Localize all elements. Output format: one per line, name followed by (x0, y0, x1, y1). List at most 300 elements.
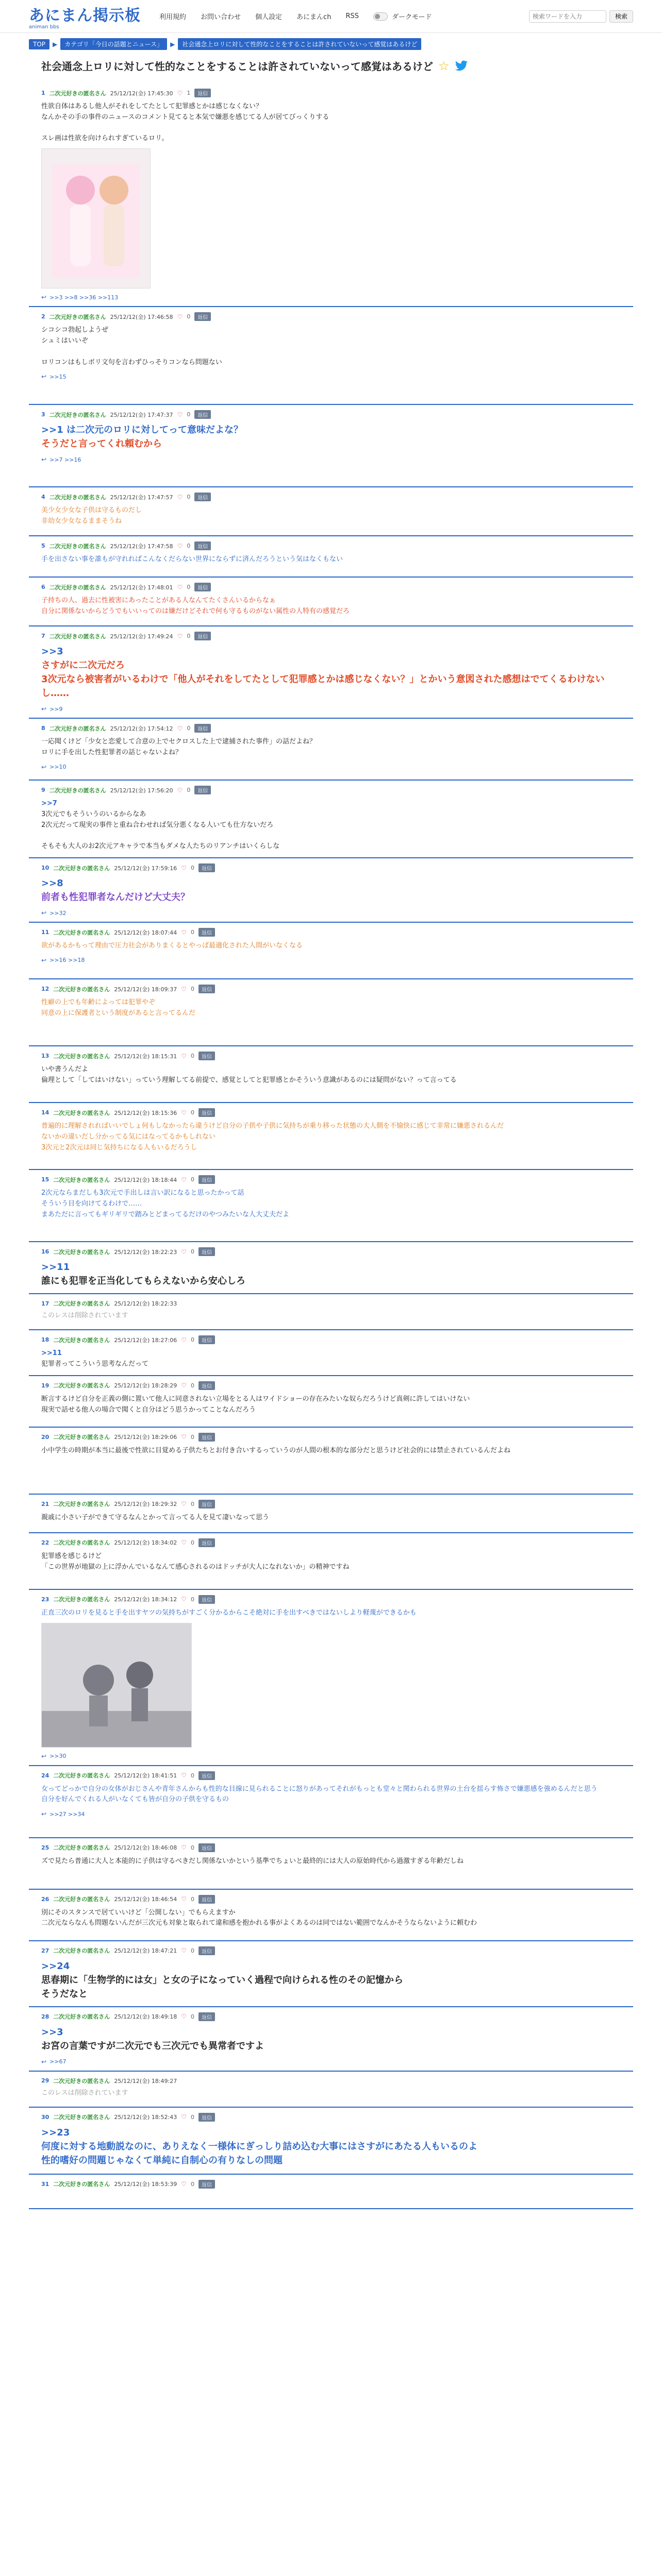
post-number[interactable]: 5 (41, 543, 45, 550)
post-header (41, 2180, 625, 2189)
post (29, 83, 633, 307)
reply-button[interactable]: 返信 (198, 1247, 215, 1256)
post-author-name: 二次元好きの匿名さん (53, 1109, 110, 1116)
reply-button[interactable]: 返信 (198, 1335, 215, 1344)
post-replies (41, 909, 625, 917)
post-line: 一応聞くけど「少女と恋愛して合意の上でセクロスした上で逮捕された事件」の話だよね？ (41, 738, 317, 746)
reply-button[interactable]: 返信 (194, 632, 211, 640)
post (29, 781, 633, 858)
post-timestamp: 25/12/12(金) 18:53:39 (114, 2181, 177, 2188)
post-body (41, 2193, 625, 2204)
post-author-name: 二次元好きの匿名さん (49, 584, 106, 591)
post-line[interactable]: >>24 (41, 1960, 70, 1972)
reply-button[interactable]: 返信 (194, 583, 211, 591)
like-count: 0 (190, 929, 194, 936)
reply-button[interactable]: 返信 (194, 724, 211, 733)
post-line: シュミはいいぞ (41, 336, 88, 345)
post-image[interactable] (41, 148, 151, 289)
post-number[interactable]: 9 (41, 787, 45, 794)
site-logo[interactable] (29, 3, 141, 30)
post-number[interactable]: 11 (41, 929, 49, 936)
post (29, 1590, 633, 1766)
post (29, 979, 633, 1046)
post-number[interactable]: 14 (41, 1109, 49, 1116)
heart-icon[interactable]: ♡ (181, 985, 187, 993)
nav-animanch[interactable]: あにまんch (296, 13, 332, 21)
reply-links[interactable]: >>7 >>16 (49, 456, 81, 463)
post-timestamp: 25/12/12(金) 18:34:12 (114, 1596, 177, 1603)
like-count: 0 (190, 865, 194, 872)
post-line[interactable]: >>23 (41, 2127, 70, 2138)
post-replies (41, 373, 625, 380)
reply-arrow-icon: ↩ (41, 763, 47, 771)
like-count: 0 (190, 1596, 194, 1603)
post-header (41, 1895, 625, 1904)
post-timestamp: 25/12/12(金) 17:47:57 (110, 494, 173, 501)
post-header (41, 928, 625, 937)
post-line (41, 347, 625, 358)
post-timestamp: 25/12/12(金) 17:47:37 (110, 411, 173, 418)
twitter-bird-icon[interactable] (455, 60, 468, 72)
post-header (41, 1052, 625, 1060)
heart-icon[interactable]: ♡ (181, 1947, 187, 1955)
post (29, 578, 633, 626)
reply-arrow-icon: ↩ (41, 456, 47, 464)
reply-links[interactable]: >>15 (49, 373, 67, 380)
post (29, 1242, 633, 1294)
post-line: 自分に関係ないからどうでもいいってのは嫌だけどそれで何も守るものがない属性の人特有の感覚だろ (41, 607, 350, 615)
post-line: 何度に対する地動説なのに、ありえなく一様体にぎっしり詰め込む大事にはさすがにあたる人もいるのよ (41, 2141, 477, 2152)
like-count: 0 (190, 1844, 194, 1851)
reply-button[interactable]: 返信 (194, 312, 211, 321)
heart-icon[interactable]: ♡ (181, 1248, 187, 1256)
post (29, 2007, 633, 2072)
post-author-name: 二次元好きの匿名さん (53, 1336, 110, 1344)
heart-icon[interactable]: ♡ (177, 313, 183, 320)
post-line[interactable]: >>11 (41, 1262, 70, 1273)
heart-icon[interactable]: ♡ (177, 411, 183, 418)
heart-icon[interactable]: ♡ (177, 724, 183, 732)
like-count: 0 (190, 986, 194, 993)
post-line: ロリに手を出した性犯罪者の話じゃないよね？ (41, 748, 183, 756)
post-timestamp: 25/12/12(金) 18:29:06 (114, 1434, 177, 1441)
post-body (41, 1959, 625, 2001)
post-line: 小中学生の時期が本当に最後で性欲に目覚める子供たちとお付き合いするっていうのが人間の根本的な部分だと思うけど社会的には禁止されているんだよね (41, 1446, 511, 1454)
post-author-name: 二次元好きの匿名さん (53, 1844, 110, 1852)
post-timestamp: 25/12/12(金) 18:15:31 (114, 1053, 177, 1060)
post-line: 思春期に「生物学的には女」と女の子になっていく過程で向けられる性のその記憶から (41, 1974, 403, 1986)
post-number[interactable]: 4 (41, 494, 45, 501)
post-timestamp: 25/12/12(金) 18:15:36 (114, 1109, 177, 1116)
post-line: 3次元でもそういうのいるからなあ (41, 810, 146, 818)
post-line: このレスは削除されています (41, 1312, 128, 1320)
post (29, 1838, 633, 1890)
reply-arrow-icon: ↩ (41, 1752, 47, 1760)
post-header (41, 541, 625, 550)
post-author-name: 二次元好きの匿名さん (53, 1382, 110, 1389)
post-body (41, 1188, 625, 1220)
reply-button[interactable]: 返信 (198, 1595, 215, 1604)
post-number[interactable]: 29 (41, 2077, 49, 2084)
post-number[interactable]: 8 (41, 725, 45, 732)
chevron-right-icon: ▶ (53, 40, 58, 48)
post-timestamp: 25/12/12(金) 17:56:20 (110, 787, 173, 794)
heart-icon[interactable]: ♡ (181, 1336, 187, 1344)
heart-icon[interactable]: ♡ (181, 2013, 187, 2021)
post-header (41, 863, 625, 872)
post (29, 1533, 633, 1590)
reply-links[interactable]: >>9 (49, 705, 63, 713)
header-nav (159, 11, 529, 21)
post-body (41, 554, 625, 565)
post-line: ズで見たら普通に大人と本能的に子供は守るべきだし関係ないかという基準でちょいと最終的には大人の原始時代から過激すぎる年齢だしね (41, 1857, 464, 1865)
post-author-name: 二次元好きの匿名さん (49, 787, 106, 794)
post-number[interactable]: 3 (41, 411, 45, 418)
reply-arrow-icon: ↩ (41, 2058, 47, 2065)
post-number[interactable]: 26 (41, 1895, 49, 1903)
like-count: 0 (190, 1176, 194, 1183)
post-timestamp: 25/12/12(金) 17:46:58 (110, 313, 173, 320)
like-count: 0 (190, 2113, 194, 2121)
reply-button[interactable]: 返信 (198, 928, 215, 937)
heart-icon[interactable]: ♡ (181, 1052, 187, 1060)
post-author-name: 二次元好きの匿名さん (53, 1248, 110, 1256)
post (29, 1890, 633, 1941)
like-count: 0 (187, 543, 191, 550)
post-number[interactable]: 19 (41, 1382, 49, 1389)
reply-links[interactable]: >>67 (49, 2058, 67, 2065)
post-number[interactable]: 28 (41, 2013, 49, 2020)
post-header (41, 1500, 625, 1509)
reply-button[interactable]: 返信 (198, 1771, 215, 1780)
reply-button[interactable]: 返信 (194, 493, 211, 501)
reply-arrow-icon: ↩ (41, 956, 47, 964)
post-header (41, 410, 625, 419)
reply-button[interactable]: 返信 (198, 2180, 215, 2189)
page-title: 社会通念上ロリに対して性的なことをすることは許されていないって感覚はあるけど (41, 60, 433, 73)
post-timestamp: 25/12/12(金) 18:34:02 (114, 1539, 177, 1547)
post-number[interactable]: 27 (41, 1947, 49, 1954)
post-line[interactable]: >>7 (41, 800, 57, 808)
breadcrumb-thread[interactable]: 社会通念上ロリに対して性的なことをすることは許されていないって感覚はあるけど (178, 38, 421, 50)
like-count: 0 (190, 1433, 194, 1440)
reply-button[interactable]: 返信 (198, 1538, 215, 1547)
post-author-name: 二次元好きの匿名さん (49, 725, 106, 732)
nav-terms[interactable]: 利用規約 (159, 13, 187, 21)
post-image[interactable] (41, 1623, 192, 1748)
post-author-name: 二次元好きの匿名さん (53, 1434, 110, 1441)
logo-subtitle: animan bbs (29, 24, 59, 30)
post (29, 487, 633, 536)
post-number[interactable]: 25 (41, 1844, 49, 1851)
heart-icon[interactable]: ♡ (181, 1176, 187, 1183)
post-body (41, 1064, 625, 1086)
post (29, 1428, 633, 1495)
like-count: 0 (187, 494, 191, 501)
post-timestamp: 25/12/12(金) 18:27:06 (114, 1336, 177, 1344)
post-number[interactable]: 15 (41, 1176, 49, 1183)
heart-icon[interactable]: ♡ (181, 1895, 187, 1903)
post-number[interactable]: 1 (41, 90, 45, 96)
dark-mode-toggle[interactable] (373, 11, 432, 21)
post-timestamp: 25/12/12(金) 17:54:12 (110, 725, 173, 732)
heart-icon[interactable]: ♡ (177, 583, 183, 591)
post-number[interactable]: 6 (41, 584, 45, 591)
heart-icon[interactable]: ♡ (177, 89, 183, 97)
post-header (41, 89, 625, 97)
post-line: 自分を好んでくれる人がいなくても皆が自分の子供を守るもの (41, 1795, 229, 1804)
reply-button[interactable]: 返信 (194, 541, 211, 550)
post-replies (41, 705, 625, 713)
post (29, 1170, 633, 1242)
post-replies (41, 294, 625, 301)
post-body (41, 2126, 625, 2167)
post-line[interactable]: >>11 (41, 1349, 62, 1358)
post-author-name: 二次元好きの匿名さん (53, 1596, 110, 1603)
reply-button[interactable]: 返信 (198, 2012, 215, 2021)
toggle-switch-icon[interactable] (373, 12, 388, 21)
post-timestamp: 25/12/12(金) 18:09:37 (114, 986, 177, 993)
post-author-name: 二次元好きの匿名さん (53, 1947, 110, 1955)
post-number[interactable]: 22 (41, 1539, 49, 1546)
post-number[interactable]: 20 (41, 1433, 49, 1440)
reply-links[interactable]: >>27 >>34 (49, 1810, 85, 1818)
post-timestamp: 25/12/12(金) 17:45:30 (110, 90, 173, 97)
heart-icon[interactable]: ♡ (177, 493, 183, 501)
reply-links[interactable]: >>32 (49, 909, 67, 917)
post-header (41, 1946, 625, 1955)
post-line (41, 2193, 625, 2204)
reply-links[interactable]: >>10 (49, 764, 67, 771)
post-number[interactable]: 31 (41, 2180, 49, 2188)
post-line: このレスは削除されています (41, 2089, 128, 2097)
nav-settings[interactable]: 個人設定 (255, 13, 283, 21)
post-body (41, 1513, 625, 1523)
post-line (41, 123, 625, 134)
post-header (41, 493, 625, 501)
post-number[interactable]: 16 (41, 1248, 49, 1256)
post-author-name: 二次元好きの匿名さん (53, 865, 110, 872)
post (29, 1330, 633, 1376)
post-author-name: 二次元好きの匿名さん (49, 494, 106, 501)
post-line: 現実で話せる他人の場合で聞くと自分はどう思うかってことなんだろう (41, 1405, 256, 1414)
post-body (41, 1348, 625, 1370)
post (29, 1766, 633, 1838)
post-line: シコシコ勃起しようぜ (41, 326, 109, 334)
post-number[interactable]: 10 (41, 865, 49, 872)
reply-arrow-icon: ↩ (41, 1810, 47, 1818)
post-number[interactable]: 24 (41, 1772, 49, 1779)
post-replies (41, 1753, 625, 1760)
post-number[interactable]: 23 (41, 1596, 49, 1603)
reply-button[interactable]: 返信 (198, 1052, 215, 1060)
post-header (41, 1538, 625, 1547)
post-line: いや書うんだよ (41, 1065, 89, 1074)
post-number[interactable]: 30 (41, 2113, 49, 2121)
post-line: 性欲自体はあるし他人がそれをしてたとして犯罪感とかは感じなくない？ (41, 103, 263, 110)
nav-rss[interactable]: RSS (345, 12, 359, 20)
post-author-name: 二次元好きの匿名さん (49, 543, 106, 550)
heart-icon[interactable]: ♡ (181, 1433, 187, 1441)
post-body (41, 1856, 625, 1867)
post (29, 2175, 633, 2210)
like-count: 1 (187, 90, 191, 96)
post-line: 2次元ならまだしも3次元で手出しは言い訳になると思ったかって話 (41, 1189, 244, 1197)
post-line: 誰にも犯罪を正当化してもらえないから安心しろ (41, 1276, 245, 1287)
reply-button[interactable]: 返信 (198, 1108, 215, 1117)
post-timestamp: 25/12/12(金) 18:29:32 (114, 1501, 177, 1508)
reply-button[interactable]: 返信 (194, 786, 211, 794)
post-timestamp: 25/12/12(金) 17:49:24 (110, 633, 173, 640)
post-header (41, 2077, 625, 2085)
reply-button[interactable]: 返信 (198, 1433, 215, 1442)
reply-button[interactable]: 返信 (198, 1946, 215, 1955)
heart-icon[interactable]: ♡ (181, 2180, 187, 2188)
reply-button[interactable]: 返信 (198, 1843, 215, 1852)
post-body (41, 737, 625, 758)
post-timestamp: 25/12/12(金) 18:49:27 (114, 2077, 177, 2084)
post-line: 「この世界が地獄の上に浮かんでいるなんて感心されるのはドッチが大人になれないか」の精神ですね (41, 1563, 350, 1571)
post-replies (41, 456, 625, 463)
heart-icon[interactable]: ♡ (181, 1109, 187, 1116)
post-replies (41, 957, 625, 964)
post-line: さすがに二次元だろ (41, 660, 125, 671)
post-line[interactable]: >>1 は二次元のロリに対してって意味だよな？ (41, 425, 243, 436)
post-number[interactable]: 12 (41, 986, 49, 993)
heart-icon[interactable]: ♡ (177, 786, 183, 794)
post-author-name: 二次元好きの匿名さん (53, 1176, 110, 1183)
heart-icon[interactable]: ♡ (181, 928, 187, 936)
post-header (41, 2113, 625, 2122)
like-count: 0 (187, 725, 191, 732)
post (29, 1103, 633, 1170)
search-area (529, 10, 633, 23)
nav-contact[interactable]: お問い合わせ (201, 13, 241, 21)
post-header (41, 1108, 625, 1117)
post-line: お宮の言葉ですが二次元でも三次元でも異常者ですよ (41, 2040, 264, 2052)
post-body (41, 645, 625, 700)
reply-links[interactable]: >>3 >>8 >>36 >>113 (49, 294, 119, 301)
post-line[interactable]: >>3 (41, 2026, 63, 2038)
post-line: 犯罪感を感じるけど (41, 1552, 102, 1560)
like-count: 0 (190, 1053, 194, 1060)
post-line: 子持ちの人、過去に性被害にあったことがある人なんてたくさんいるからなぁ (41, 597, 276, 605)
post-line: 同意の上に保護者という制度があると言ってるんだ (41, 1009, 196, 1017)
heart-icon[interactable]: ♡ (181, 1844, 187, 1852)
post-body (41, 1121, 625, 1153)
post-author-name: 二次元好きの匿名さん (53, 1772, 110, 1780)
post-line: 犯罪者ってこういう思考なんだって (41, 1360, 149, 1368)
reply-button[interactable]: 返信 (194, 89, 211, 97)
post-author-name: 二次元好きの匿名さん (53, 2114, 110, 2121)
heart-icon[interactable]: ♡ (181, 1596, 187, 1603)
post-author-name: 二次元好きの匿名さん (53, 1539, 110, 1547)
like-count: 0 (187, 787, 191, 794)
post-line: まあただに言ってもギリギリで踏みとどまってるだけのやつみたいな人大丈夫だよ (41, 1210, 290, 1218)
breadcrumb-top[interactable]: TOP (29, 39, 49, 49)
like-count: 0 (190, 1336, 194, 1344)
post-body (41, 1784, 625, 1806)
heart-icon[interactable]: ♡ (177, 542, 183, 550)
post-line[interactable]: >>8 (41, 878, 63, 889)
post-timestamp: 25/12/12(金) 18:41:51 (114, 1772, 177, 1780)
post-body (41, 596, 625, 617)
reply-button[interactable]: 返信 (198, 2113, 215, 2122)
post-line: 手を出さない事を誰もが守れればこんなくだらない世界にならずに済んだろうという気はなくもない (41, 555, 343, 564)
reply-button[interactable]: 返信 (198, 1381, 215, 1390)
post-body (41, 799, 625, 852)
post (29, 1046, 633, 1103)
post-header (41, 1335, 625, 1344)
post-line[interactable]: >>3 (41, 646, 63, 657)
post-number[interactable]: 2 (41, 313, 45, 320)
post-number[interactable]: 21 (41, 1500, 49, 1507)
breadcrumb-category[interactable]: カテゴリ「今日の話題とニュース」 (60, 38, 167, 50)
post-body (41, 505, 625, 527)
reply-button[interactable]: 返信 (198, 985, 215, 993)
reply-button[interactable]: 返信 (198, 1500, 215, 1509)
post-line: 性的嗜好の問題じゃなくて単純に自制心の有りなしの問題 (41, 2155, 283, 2166)
heart-icon[interactable]: ♡ (181, 1772, 187, 1780)
post-line: そうだなと (41, 1988, 88, 1999)
post-body (41, 101, 625, 144)
reply-button[interactable]: 返信 (198, 863, 215, 872)
reply-button[interactable]: 返信 (194, 410, 211, 419)
post-line: 正直三次のロリを見ると手を出すヤツの気持ちがすごく分かるからこそ絶対に手を出すべきではないしより軽蔑ができるかも (41, 1608, 417, 1617)
star-icon[interactable]: ☆ (438, 58, 450, 73)
post-header (41, 1175, 625, 1184)
post-author-name: 二次元好きの匿名さん (49, 411, 106, 418)
post-replies (41, 764, 625, 771)
heart-icon[interactable]: ♡ (177, 632, 183, 640)
reply-links[interactable]: >>16 >>18 (49, 957, 85, 964)
heart-icon[interactable]: ♡ (181, 1539, 187, 1547)
post-number[interactable]: 7 (41, 633, 45, 640)
post-number[interactable]: 17 (41, 1300, 49, 1307)
reply-button[interactable]: 返信 (198, 1895, 215, 1904)
heart-icon[interactable]: ♡ (181, 1500, 187, 1508)
post-header (41, 1247, 625, 1256)
like-count: 0 (190, 1500, 194, 1507)
post-number[interactable]: 18 (41, 1336, 49, 1344)
heart-icon[interactable]: ♡ (181, 2113, 187, 2121)
post-timestamp: 25/12/12(金) 17:47:58 (110, 543, 173, 550)
post-timestamp: 25/12/12(金) 18:28:29 (114, 1382, 177, 1389)
post-author-name: 二次元好きの匿名さん (53, 2013, 110, 2021)
heart-icon[interactable]: ♡ (181, 864, 187, 872)
post (29, 858, 633, 923)
reply-button[interactable]: 返信 (198, 1175, 215, 1184)
post-line: 非幼女少女なるままそうね (41, 517, 122, 525)
post-header (41, 583, 625, 591)
reply-links[interactable]: >>30 (49, 1753, 67, 1760)
heart-icon[interactable]: ♡ (181, 1382, 187, 1389)
reply-arrow-icon: ↩ (41, 909, 47, 917)
post-number[interactable]: 13 (41, 1053, 49, 1060)
post-line: 3次元と2次元は同じ気持ちになる人もいるだろうし (41, 1143, 197, 1151)
post-timestamp: 25/12/12(金) 18:22:23 (114, 1248, 177, 1256)
search-input[interactable] (529, 10, 606, 23)
post-body (41, 1311, 625, 1321)
post-timestamp: 25/12/12(金) 18:49:18 (114, 2013, 177, 2021)
post-line: 女ってどっかで自分の女体がおじさんや青年さんからも性的な目線に見られることに怒りがあってそれがもっとも堂々と関わられる世界の土台を揺らす怖さで嫌悪感を強めるんだと思う (41, 1785, 598, 1793)
search-button[interactable]: 検索 (609, 10, 633, 23)
post-header (41, 1433, 625, 1442)
like-count: 0 (187, 411, 191, 418)
post-timestamp: 25/12/12(金) 17:48:01 (110, 584, 173, 591)
post-line: 性癖の上でも年齢によっては犯罪やぞ (41, 998, 156, 1007)
logo-title: あにまん掲示板 (29, 7, 141, 25)
